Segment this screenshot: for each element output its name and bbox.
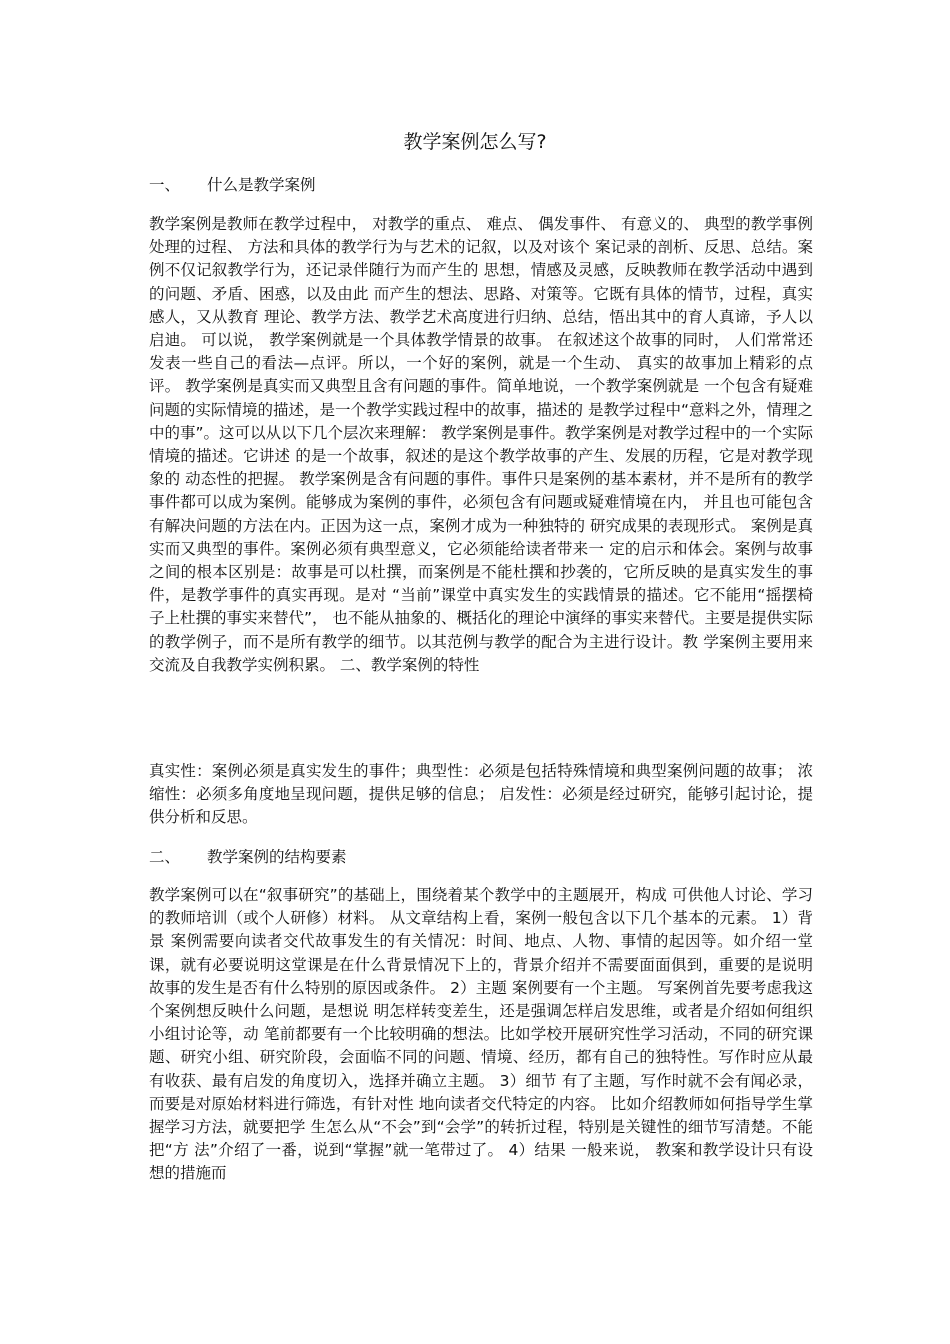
document-title: 教学案例怎么写? [403,131,547,153]
section-heading-2 [149,846,347,869]
section-number: 一、 [149,176,181,194]
section-title: 教学案例的结构要素 [207,848,347,866]
body-paragraph-definition: 教学案例是教师在教学过程中， 对教学的重点、 难点、 偶发事件、 有意义的、 典型的教学事例处理的过程、 方法和具体的教学行为与艺术的记叙，以及对该个 案记录的剖析、反思、总结。案例不仅记叙教学行为，还记录伴随行为而产生的 思想，情感及灵感，反映教师在教学活动中遇到的问题、矛盾、困惑，以及由此 而产生的想法、思路、对策等。它既有具体的情节，过程，真实感人，又从教育 理论、教学方法、教学艺术高度进行归纳、总结，悟出其中的育人真谛，予人以 启迪。 可以说， 教学案例就是一个具体教学情景的故事。 在叙述这个故事的同时， 人们常常还发表一些自己的看法—点评。所以，一个好的案例，就是一个生动、 真实的故事加上精彩的点评。 教学案例是真实而又典型且含有问题的事件。简单地说，一个教学案例就是 一个包含有疑难问题的实际情境的描述，是一个教学实践过程中的故事，描述的 是教学过程中“意料之外，情理之中的事”。这可以从以下几个层次来理解： 教学案例是事件。教学案例是对教学过程中的一个实际情境的描述。它讲述 的是一个故事，叙述的是这个教学故事的产生、发展的历程，它是对教学现象的 动态性的把握。 教学案例是含有问题的事件。事件只是案例的基本素材，并不是所有的教学 事件都可以成为案例。能够成为案例的事件，必须包含有问题或疑难情境在内， 并且也可能包含有解决问题的方法在内。正因为这一点，案例才成为一种独特的 研究成果的表现形式。 案例是真实而又典型的事件。案例必须有典型意义，它必须能给读者带来一 定的启示和体会。案例与故事之间的根本区别是：故事是可以杜撰，而案例是不能杜撰和抄袭的，它所反映的是真实发生的事件，是教学事件的真实再现。是对 “当前”课堂中真实发生的实践情景的描述。它不能用“摇摆椅子上杜撰的事实来替代”， 也不能从抽象的、概括化的理论中演绎的事实来替代。主要是提供实际 的教学例子，而不是所有教学的细节。以其范例与教学的配合为主进行设计。教 学案例主要用来交流及自我教学实例积累。 二、教学案例的特性 [149,215,813,674]
section-heading-1 [149,174,316,197]
body-paragraph-traits: 真实性：案例必须是真实发生的事件；典型性：必须是包括特殊情境和典型案例问题的故事； 浓缩性：必须多角度地呈现问题，提供足够的信息； 启发性：必须是经过研究，能够引起讨论，提供分析和反思。 [149,762,813,827]
section-title: 什么是教学案例 [207,176,316,194]
section-number: 二、 [149,848,181,866]
body-paragraph-structure: 教学案例可以在“叙事研究”的基础上，围绕着某个教学中的主题展开，构成 可供他人讨论、学习的教师培训（或个人研修）材料。 从文章结构上看，案例一般包含以下几个基本的元素。 1）背景 案例需要向读者交代故事发生的有关情况：时间、地点、人物、事情的起因等。如介绍一堂课，就有必要说明这堂课是在什么背景情况下上的，背景介绍并不需要面面俱到，重要的是说明故事的发生是否有什么特别的原因或条件。 2）主题 案例要有一个主题。 写案例首先要考虑我这个案例想反映什么问题，是想说 明怎样转变差生，还是强调怎样启发思维，或者是介绍如何组织小组讨论等，动 笔前都要有一个比较明确的想法。比如学校开展研究性学习活动，不同的研究课 题、研究小组、研究阶段，会面临不同的问题、情境、经历，都有自己的独特性。写作时应从最有收获、最有启发的角度切入，选择并确立主题。 3）细节 有了主题，写作时就不会有闻必录，而要是对原始材料进行筛选，有针对性 地向读者交代特定的内容。 比如介绍教师如何指导学生掌握学习方法，就要把学 生怎么从“不会”到“会学”的转折过程，特别是关键性的细节写清楚。不能把“方 法”介绍了一番，说到“掌握”就一笔带过了。 4）结果 一般来说， 教案和教学设计只有设想的措施而 [149,886,813,1183]
